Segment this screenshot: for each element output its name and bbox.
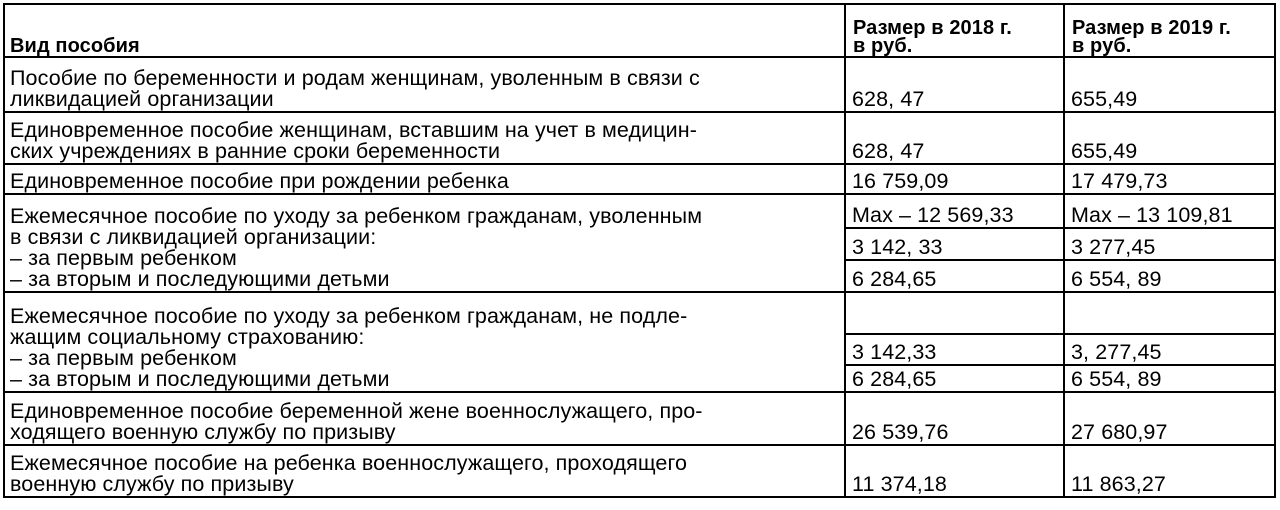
value-2019: 655,49: [1071, 139, 1138, 163]
value-2018: Max – 12 569,33: [852, 203, 1014, 227]
table-row-7-name: [3, 446, 846, 498]
table-row-5-first-2019: [1065, 335, 1276, 366]
value-2019: 6 554, 89: [1071, 367, 1162, 391]
value-2018: 6 284,65: [852, 367, 937, 391]
table-row-6-name: [3, 393, 846, 446]
value-2019: 17 479,73: [1071, 169, 1168, 193]
header-cell-2018: [846, 3, 1065, 58]
table-row-4-name: [3, 195, 846, 293]
value-2019: 11 863,27: [1071, 472, 1166, 496]
table-row-7-2018: [846, 446, 1065, 498]
table-row-6-2018: [846, 393, 1065, 446]
value-2019: 27 680,97: [1071, 420, 1168, 444]
value-2019: Max – 13 109,81: [1071, 203, 1233, 227]
value-2019: 3, 277,45: [1071, 340, 1162, 364]
row-label: Единовременное пособие при рождении ребенка: [10, 169, 509, 193]
value-2019: 6 554, 89: [1071, 267, 1162, 291]
value-2018: 16 759,09: [852, 169, 949, 193]
value-2018: 3 142,33: [852, 340, 937, 364]
header-cell-2019: [1065, 3, 1276, 58]
table-row-6-2019: [1065, 393, 1276, 446]
table-row-3-2018: [846, 165, 1065, 195]
table-row-4-second-2019: [1065, 261, 1276, 293]
value-2018: 11 374,18: [852, 472, 947, 496]
table-row-4-second-2018: [846, 261, 1065, 293]
table-row-2-2019: [1065, 113, 1276, 165]
table-row-4-max-2019: [1065, 195, 1276, 229]
table-row-3-name: [3, 165, 846, 195]
benefits-table: [3, 3, 1276, 498]
row-label: Пособие по беременности и родам женщинам, уволенным в связи с ликвидацией организации: [10, 66, 700, 111]
table-row-5-second-2018: [846, 366, 1065, 393]
value-2019: 655,49: [1071, 87, 1138, 111]
value-2018: 3 142, 33: [852, 235, 943, 259]
table-row-5-second-2019: [1065, 366, 1276, 393]
table-row-1-name: [3, 58, 846, 113]
row-label: Ежемесячное пособие по уходу за ребенком гражданам, не подле- жащим социальному страхованию: – за первым ребенком – за вторым и последующими детьми: [10, 304, 688, 391]
table-row-3-2019: [1065, 165, 1276, 195]
row-label: Единовременное пособие беременной жене военнослужащего, про- ходящего военную службу по призыву: [10, 399, 703, 444]
header-cell-benefit-type: [3, 3, 846, 58]
row-label: Единовременное пособие женщинам, вставшим на учет в медицин- ских учреждениях в ранние сроки беременности: [10, 118, 698, 163]
value-2018: 6 284,65: [852, 267, 937, 291]
table-row-5-name: [3, 293, 846, 393]
row-label: Ежемесячное пособие на ребенка военнослужащего, проходящего военную службу по призыву: [10, 451, 687, 496]
table-row-5-first-2018: [846, 335, 1065, 366]
table-row-4-first-2019: [1065, 229, 1276, 261]
table-row-2-name: [3, 113, 846, 165]
header-benefit-type: Вид пособия: [10, 35, 140, 57]
value-2019: 3 277,45: [1071, 235, 1156, 259]
table-row-2-2018: [846, 113, 1065, 165]
row-label: Ежемесячное пособие по уходу за ребенком гражданам, уволенным в связи с ликвидацией организации: – за первым ребенком – за вторым и последующими детьми: [10, 204, 703, 291]
value-2018: 26 539,76: [852, 420, 949, 444]
table-row-7-2019: [1065, 446, 1276, 498]
value-2018: 628, 47: [852, 139, 925, 163]
table-row-4-first-2018: [846, 229, 1065, 261]
table-row-4-max-2018: [846, 195, 1065, 229]
table-row-5-blank-2019: [1065, 293, 1276, 335]
table-row-5-blank-2018: [846, 293, 1065, 335]
header-2018: Размер в 2018 г. в руб.: [853, 17, 1012, 57]
header-2019: Размер в 2019 г. в руб.: [1072, 17, 1231, 57]
value-2018: 628, 47: [852, 87, 925, 111]
table-row-1-2018: [846, 58, 1065, 113]
table-row-1-2019: [1065, 58, 1276, 113]
